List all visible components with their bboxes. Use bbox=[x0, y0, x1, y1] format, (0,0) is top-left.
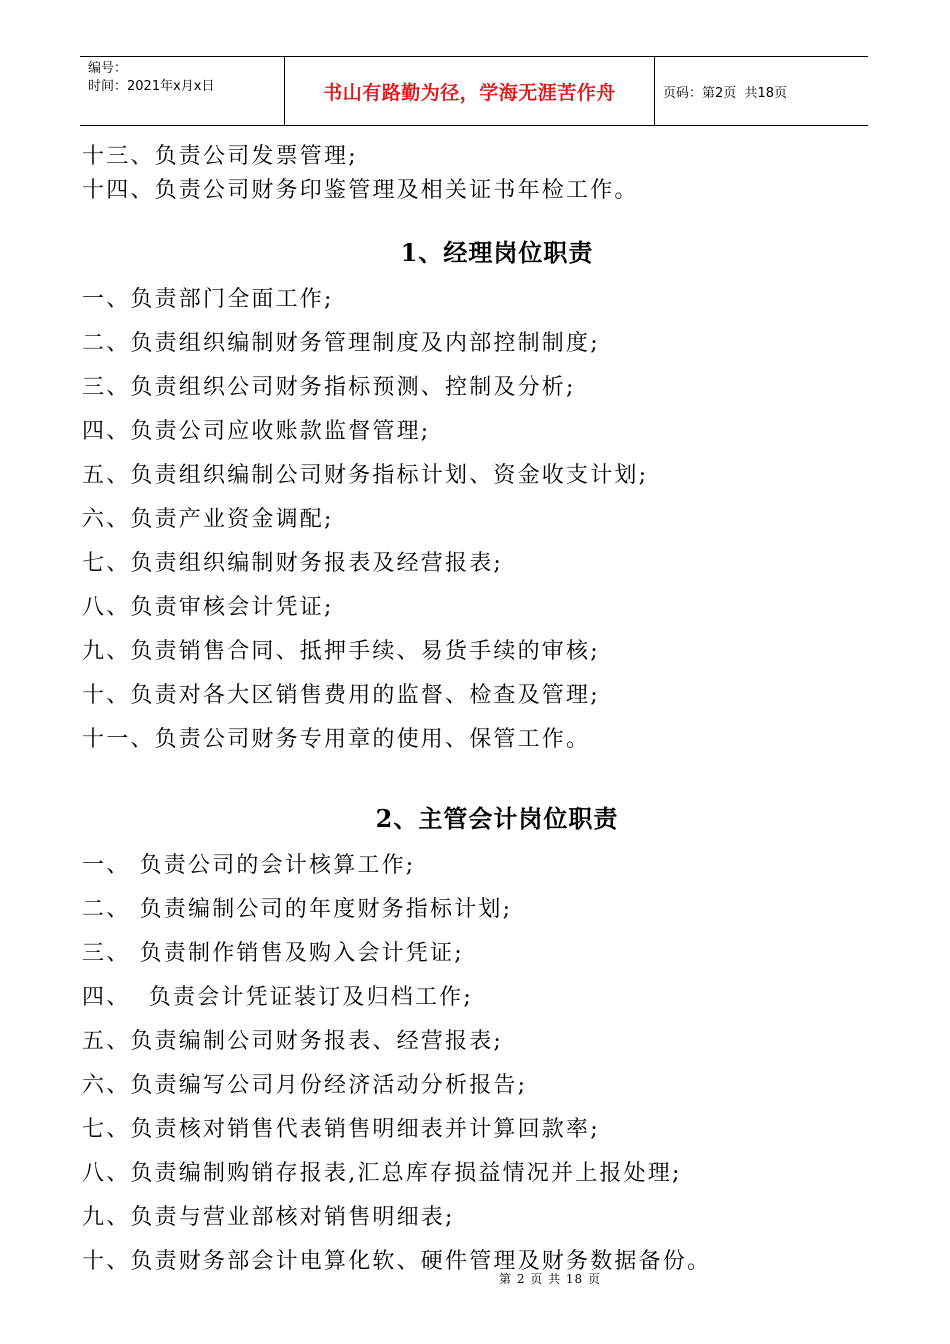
list-item: 六、负责编写公司月份经济活动分析报告; bbox=[82, 1073, 528, 1098]
section-1-list bbox=[82, 278, 872, 762]
header-time-label: 时间：2021年x月x日 bbox=[88, 79, 215, 94]
list-item: 七、负责核对销售代表销售明细表并计算回款率; bbox=[82, 1117, 600, 1142]
intro-line-2: 十四、负责公司财务印鉴管理及相关证书年检工作。 bbox=[82, 178, 639, 203]
list-item: 十、负责财务部会计电算化软、硬件管理及财务数据备份。 bbox=[82, 1249, 712, 1274]
page-footer: 第 2 页 共 18 页 bbox=[499, 1272, 601, 1286]
header-number-label: 编号： bbox=[88, 61, 128, 76]
section-2-title: 2、主管会计岗位职责 bbox=[375, 804, 619, 833]
list-item: 四、 负责会计凭证装订及归档工作; bbox=[82, 985, 473, 1010]
list-item: 十、负责对各大区销售费用的监督、检查及管理; bbox=[82, 683, 600, 708]
list-item: 七、负责组织编制财务报表及经营报表; bbox=[82, 551, 504, 576]
intro-line-1: 十三、负责公司发票管理; bbox=[82, 144, 358, 169]
list-item: 八、负责编制购销存报表,汇总库存损益情况并上报处理; bbox=[82, 1161, 682, 1186]
list-item: 十一、负责公司财务专用章的使用、保管工作。 bbox=[82, 727, 591, 752]
document-body bbox=[82, 140, 872, 1284]
header-meta bbox=[80, 57, 285, 125]
list-item: 八、负责审核会计凭证; bbox=[82, 595, 334, 620]
list-item: 九、负责与营业部核对销售明细表; bbox=[82, 1205, 455, 1230]
list-item: 九、负责销售合同、抵押手续、易货手续的审核; bbox=[82, 639, 600, 664]
page-header bbox=[80, 56, 868, 126]
list-item: 二、 负责编制公司的年度财务指标计划; bbox=[82, 897, 513, 922]
list-item: 一、负责部门全面工作; bbox=[82, 287, 334, 312]
header-motto: 书山有路勤为径，学海无涯苦作舟 bbox=[285, 57, 655, 125]
list-item: 三、负责组织公司财务指标预测、控制及分析; bbox=[82, 375, 576, 400]
list-item: 五、负责组织编制公司财务指标计划、资金收支计划; bbox=[82, 463, 649, 488]
list-item: 六、负责产业资金调配; bbox=[82, 507, 334, 532]
list-item: 一、 负责公司的会计核算工作; bbox=[82, 853, 416, 878]
list-item: 二、负责组织编制财务管理制度及内部控制制度; bbox=[82, 331, 600, 356]
list-item: 三、 负责制作销售及购入会计凭证; bbox=[82, 941, 464, 966]
section-1-title: 1、经理岗位职责 bbox=[400, 238, 594, 267]
list-item: 五、负责编制公司财务报表、经营报表; bbox=[82, 1029, 504, 1054]
list-item: 四、负责公司应收账款监督管理; bbox=[82, 419, 431, 444]
section-2-list bbox=[82, 844, 872, 1284]
header-page-info: 页码：第2页 共18页 bbox=[663, 85, 788, 101]
